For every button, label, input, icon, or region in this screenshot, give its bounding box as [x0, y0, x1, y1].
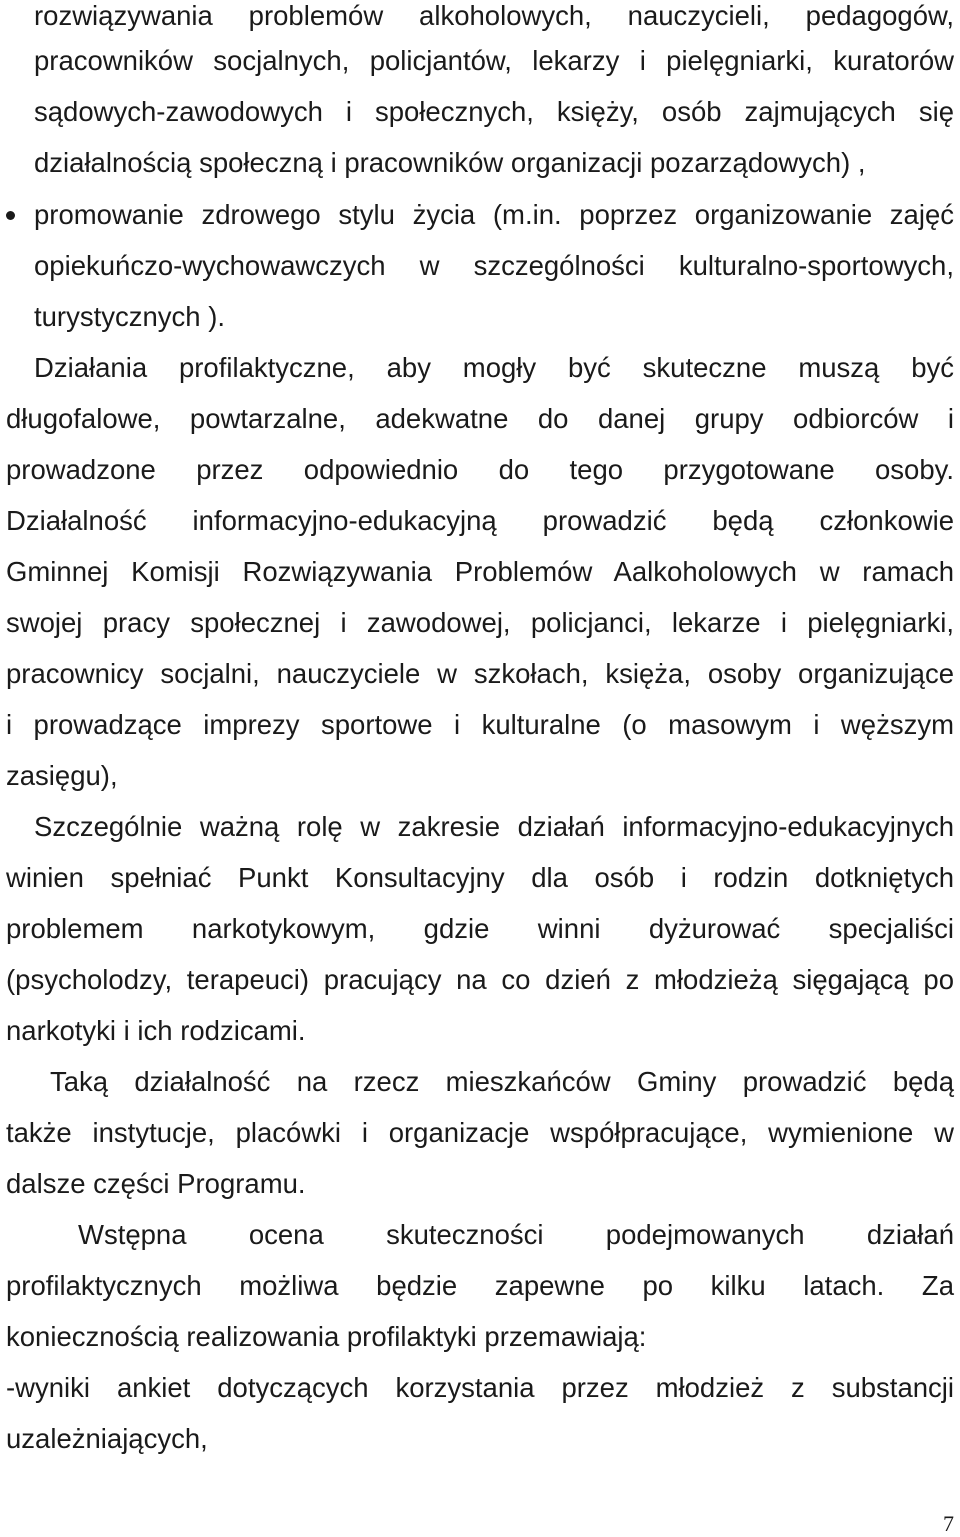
text-line: działalnością społeczną i pracowników organizacji pozarządowych) , — [34, 147, 866, 178]
text-line: swojej pracy społecznej i zawodowej, policjanci, lekarze i pielęgniarki, — [6, 607, 954, 638]
text-line: problemem narkotykowym, gdzie winni dyżurować specjaliści — [6, 913, 954, 944]
text-line: Działania profilaktyczne, aby mogły być skuteczne muszą być — [34, 352, 954, 383]
text-line: pracowników socjalnych, policjantów, lekarzy i pielęgniarki, kuratorów — [34, 45, 954, 76]
text-line: także instytucje, placówki i organizacje współpracujące, wymienione w — [6, 1117, 954, 1148]
text-line: i prowadzące imprezy sportowe i kulturalne (o masowym i węższym — [6, 709, 954, 740]
text-line: narkotyki i ich rodzicami. — [6, 1015, 306, 1046]
text-line: -wyniki ankiet dotyczących korzystania przez młodzież z substancji — [6, 1372, 954, 1403]
text-line: uzależniających, — [6, 1423, 208, 1454]
text-line: (psycholodzy, terapeuci) pracujący na co dzień z młodzieżą sięgającą po — [6, 964, 954, 995]
text-line: rozwiązywania problemów alkoholowych, nauczycieli, pedagogów, — [34, 0, 954, 31]
text-line: długofalowe, powtarzalne, adekwatne do danej grupy odbiorców i — [6, 403, 954, 434]
text-line: pracownicy socjalni, nauczyciele w szkołach, księża, osoby organizujące — [6, 658, 954, 689]
text-line: prowadzone przez odpowiednio do tego przygotowane osoby. — [6, 454, 954, 485]
text-line: profilaktycznych możliwa będzie zapewne po kilku latach. Za — [6, 1270, 954, 1301]
text-line: Taką działalność na rzecz mieszkańców Gminy prowadzić będą — [50, 1066, 954, 1097]
text-line: winien spełniać Punkt Konsultacyjny dla osób i rodzin dotkniętych — [6, 862, 954, 893]
text-line: koniecznością realizowania profilaktyki przemawiają: — [6, 1321, 647, 1352]
text-line: sądowych-zawodowych i społecznych, księży, osób zajmujących się — [34, 96, 954, 127]
text-line: Szczególnie ważną rolę w zakresie działań informacyjno-edukacyjnych — [34, 811, 954, 842]
text-line: dalsze części Programu. — [6, 1168, 306, 1199]
text-line: Gminnej Komisji Rozwiązywania Problemów Aalkoholowych w ramach — [6, 556, 954, 587]
text-line: opiekuńczo-wychowawczych w szczególności kulturalno-sportowych, — [34, 250, 954, 281]
text-line: promowanie zdrowego stylu życia (m.in. poprzez organizowanie zajęć — [34, 199, 954, 230]
bullet-icon — [6, 211, 15, 220]
page-number: 7 — [943, 1511, 954, 1536]
text-line: zasięgu), — [6, 760, 118, 791]
text-line: Wstępna ocena skuteczności podejmowanych działań — [78, 1219, 954, 1250]
text-line: turystycznych ). — [34, 301, 226, 332]
text-line: Działalność informacyjno-edukacyjną prowadzić będą członkowie — [6, 505, 954, 536]
